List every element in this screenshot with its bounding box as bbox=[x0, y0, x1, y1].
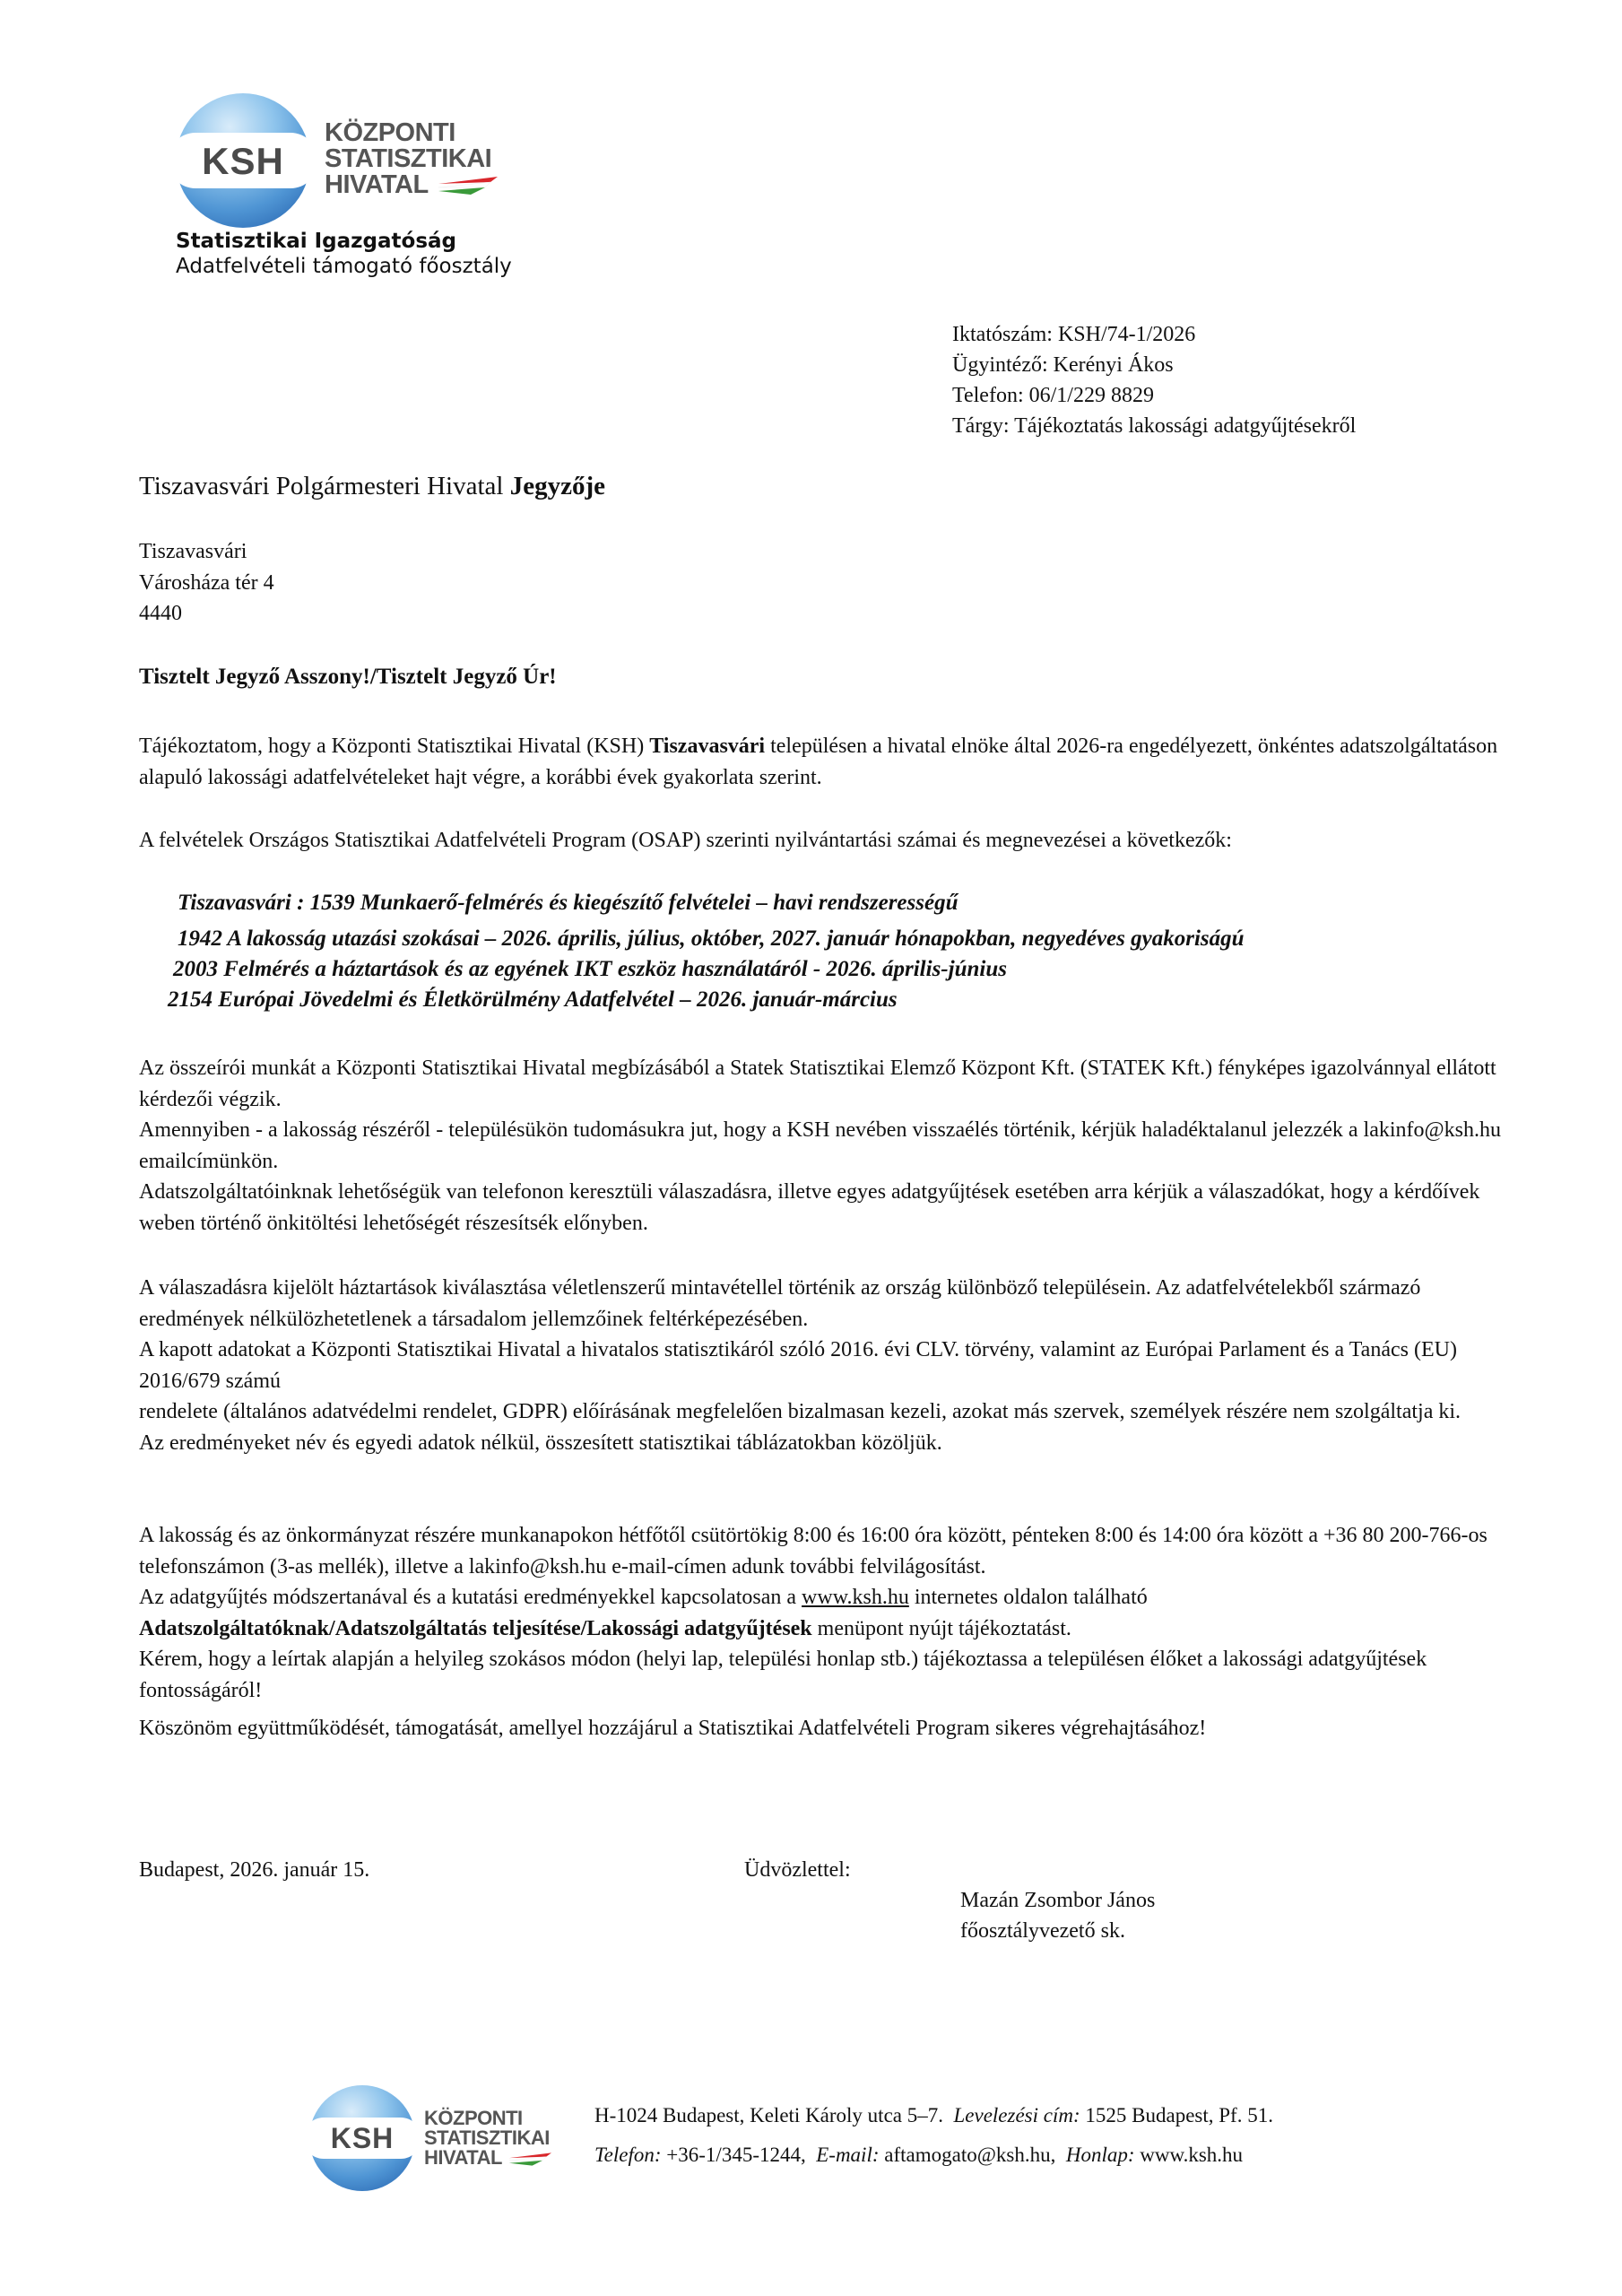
footer-org-line-1: KÖZPONTI bbox=[424, 2107, 523, 2129]
methodology-after: internetes oldalon található bbox=[908, 1586, 1148, 1609]
address-zip: 4440 bbox=[139, 602, 182, 625]
recipient-address bbox=[139, 536, 1520, 630]
address-street: Városháza tér 4 bbox=[139, 570, 274, 595]
footer-web-value[interactable]: www.ksh.hu bbox=[1134, 2144, 1244, 2166]
survey-item: Tiszavasvári : 1539 Munkaerő-felmérés és kiegészítő felvételei – havi rendszerességű bbox=[178, 891, 958, 915]
intro-paragraph bbox=[139, 731, 1520, 793]
footer-email-value[interactable]: aftamogato@ksh.hu, bbox=[879, 2144, 1056, 2166]
publication-text: Az eredményeket név és egyedi adatok nélkül, összesített statisztikai táblázatokban közöljük. bbox=[139, 1431, 942, 1455]
privacy-paragraph bbox=[139, 1273, 1520, 1458]
org-name bbox=[325, 120, 498, 198]
address-city: Tiszavasvári bbox=[139, 540, 247, 563]
footer-org-name bbox=[424, 2109, 551, 2168]
methodology-before: Az adatgyűjtés módszertanával és a kutatási eredményekkel kapcsolatosan a bbox=[139, 1586, 802, 1609]
subject-line: Tárgy: Tájékoztatás lakossági adatgyűjtésekről bbox=[952, 414, 1357, 438]
footer-phone-label: Telefon: bbox=[594, 2144, 662, 2166]
menu-path-bold: Adatszolgáltatóknak/Adatszolgáltatás teljesítése/Lakossági adatgyűjtések bbox=[139, 1616, 812, 1640]
recipient-name bbox=[139, 472, 605, 501]
recipient-name-regular: Tiszavasvári Polgármesteri Hivatal bbox=[139, 472, 510, 500]
gdpr-text: rendelete (általános adatvédelmi rendelet, GDPR) előírásának megfelelően bizalmasan kezeli, azokat más szervek, személyek részére nem szolgáltatja ki. bbox=[139, 1400, 1462, 1423]
survey-item: 2154 Európai Jövedelmi és Életkörülmény Adatfelvétel – 2026. január-március bbox=[168, 987, 898, 1012]
officer-phone: Telefon: 06/1/229 8829 bbox=[952, 384, 1154, 407]
department-name: Adatfelvételi támogató főosztály bbox=[176, 255, 512, 278]
intro-part-2: településen a hivatal elnöke által 2026-ra engedélyezett, önkéntes adatszolgáltatáson alapuló lakossági adatfelvételeket hajt végre, a korábbi évek gyakorlata szerint. bbox=[139, 735, 1498, 789]
ksh-website-link[interactable]: www.ksh.hu bbox=[802, 1586, 909, 1609]
footer-email-label: E-mail: bbox=[816, 2144, 880, 2166]
abuse-report-text: Amennyiben - a lakosság részéről - településükön tudomásukra jut, hogy a KSH nevében visszaélés történik, kérjük haladéktalanul jelezzék a lakinfo@ksh.hu emailcímünkön. bbox=[139, 1118, 1501, 1173]
sampling-text: A válaszadásra kijelölt háztartások kiválasztása véletlenszerű mintavétellel történik az ország különböző településein. Az adatfelvételekből származó eredmények nélkülözhetetlenek a társadalom jellemzőinek feltérképezésében. bbox=[139, 1276, 1421, 1331]
logo-ksh-text: KSH bbox=[202, 140, 284, 182]
reference-block bbox=[952, 319, 1356, 441]
footer-org-line-3 bbox=[424, 2148, 551, 2168]
interviewers-text: Az összeírói munkát a Központi Statisztikai Hivatal megbízásából a Statek Statisztikai Elemző Központ Kft. (STATEK Kft.) fényképes igazolvánnyal ellátott kérdezői végzik. bbox=[139, 1057, 1496, 1111]
contact-hours-text: A lakosság és az önkormányzat részére munkanapokon hétfőtől csütörtökig 8:00 és 16:00 óra között, pénteken 8:00 és 14:00 óra között a +36 80 200-766-os telefonszámon (3-as mellék), illetve a lakinfo@ksh.hu e-mail-címen adunk további felvilágosítást. bbox=[139, 1524, 1488, 1578]
methodology-text bbox=[139, 1582, 1520, 1613]
footer-logo-ksh-text: KSH bbox=[330, 2122, 395, 2154]
org-name-line-3 bbox=[325, 172, 498, 198]
salutation: Tisztelt Jegyző Asszony!/Tisztelt Jegyző Úr! bbox=[139, 665, 557, 689]
ksh-header-logo bbox=[176, 93, 678, 291]
intro-part-1: Tájékoztatom, hogy a Központi Statisztikai Hivatal (KSH) bbox=[139, 735, 650, 758]
org-name-line-1: KÖZPONTI bbox=[325, 118, 455, 147]
survey-item: 2003 Felmérés a háztartások és az egyének IKT eszköz használatáról - 2026. április-június bbox=[173, 957, 1007, 981]
response-options-text: Adatszolgáltatóinknak lehetőségük van telefonon keresztüli válaszadásra, illetve egyes adatgyűjtések esetében arra kérjük a válaszadókat, hogy a kérdőívek weben történő önkitöltési lehetőségét részesítsék előnyben. bbox=[139, 1180, 1480, 1235]
survey-item: 1942 A lakosság utazási szokásai – 2026. április, július, október, 2027. január hónapokban, negyedéves gyakoriságú bbox=[178, 926, 1245, 951]
filing-number: Iktatószám: KSH/74-1/2026 bbox=[952, 323, 1196, 346]
case-officer: Ügyintéző: Kerényi Ákos bbox=[952, 353, 1174, 377]
legal-basis-text: A kapott adatokat a Központi Statisztikai Hivatal a hivatalos statisztikáról szóló 2016. évi CLV. törvény, valamint az Európai Parlament és a Tanács (EU) 2016/679 számú bbox=[139, 1338, 1457, 1393]
footer-phone-value: +36-1/345-1244, bbox=[661, 2144, 806, 2166]
org-name-line-3-text: HIVATAL bbox=[325, 170, 429, 199]
contact-paragraph bbox=[139, 1520, 1520, 1706]
footer-contact-line bbox=[594, 2144, 1243, 2167]
place-date: Budapest, 2026. január 15. bbox=[139, 1858, 370, 1882]
footer-org-line-2: STATISZTIKAI bbox=[424, 2126, 550, 2149]
interviewers-paragraph bbox=[139, 1053, 1520, 1239]
footer-address-line bbox=[594, 2104, 1273, 2127]
menu-path-after: menüpont nyújt tájékoztatást. bbox=[811, 1616, 1071, 1640]
osap-intro: A felvételek Országos Statisztikai Adatfelvételi Program (OSAP) szerinti nyilvántartási számai és megnevezései a következők: bbox=[139, 829, 1232, 852]
org-name-line-2: STATISZTIKAI bbox=[325, 144, 492, 173]
hungarian-flag-icon bbox=[507, 2152, 551, 2166]
thanks-text: Köszönöm együttműködését, támogatását, amellyel hozzájárul a Statisztikai Adatfelvételi Program sikeres végrehajtásához! bbox=[139, 1717, 1207, 1740]
footer-mail-label: Levelezési cím: bbox=[953, 2104, 1080, 2126]
menu-path-text bbox=[139, 1613, 1520, 1645]
recipient-name-bold: Jegyzője bbox=[509, 472, 605, 500]
footer-mail-value: 1525 Budapest, Pf. 51. bbox=[1080, 2104, 1273, 2126]
request-text: Kérem, hogy a leírtak alapján a helyileg szokásos módon (helyi lap, települési honlap stb.) tájékoztassa a településen élőket a lakossági adatgyűjtések fontosságáról! bbox=[139, 1648, 1427, 1702]
footer-address: H-1024 Budapest, Keleti Károly utca 5–7. bbox=[594, 2104, 943, 2126]
hungarian-flag-icon bbox=[435, 177, 498, 195]
directorate-name: Statisztikai Igazgatóság bbox=[176, 230, 457, 253]
ksh-globe-icon bbox=[176, 93, 310, 228]
greeting: Üdvözlettel: bbox=[744, 1858, 851, 1882]
footer-web-label: Honlap: bbox=[1065, 2144, 1135, 2166]
signer-title: főosztályvezető sk. bbox=[960, 1919, 1125, 1943]
intro-town: Tiszavasvári bbox=[649, 735, 766, 758]
ksh-footer-logo bbox=[309, 2085, 578, 2193]
ksh-globe-icon bbox=[309, 2085, 415, 2191]
signer-name: Mazán Zsombor János bbox=[960, 1889, 1156, 1912]
footer-org-line-3-text: HIVATAL bbox=[424, 2146, 502, 2169]
